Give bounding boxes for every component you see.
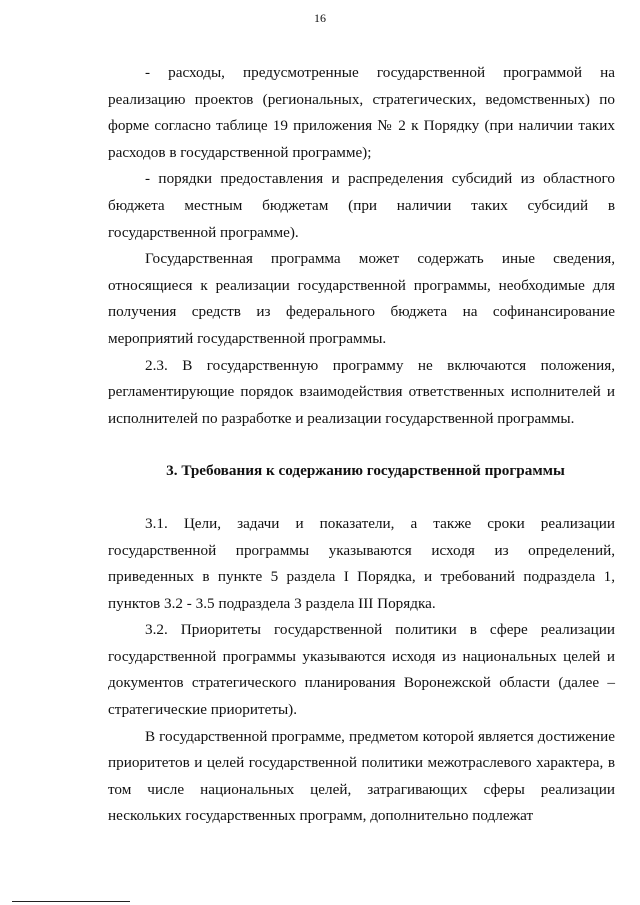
paragraph-intersectoral: В государственной программе, предметом которой является достижение приоритетов и целей государственной политики межотраслевого характера, в том числе национальных целей, затрагивающих сферы реализации нескольких государственных программ, дополнительно подлежат — [108, 727, 615, 825]
paragraph-other-info: Государственная программа может содержать иные сведения, относящиеся к реализации государственной программы, необходимые для получения средств из федерального бюджета на софинансирование мероприятий государственной программы. — [108, 250, 615, 347]
paragraph-2-3: 2.3. В государственную программу не включаются положения, регламентирующие порядок взаимодействия ответственных исполнителей и исполнителей по разработке и реализации государственной программы. — [108, 356, 615, 427]
paragraph-subsidies: - порядки предоставления и распределения субсидий из областного бюджета местным бюджетам (при наличии таких субсидий в государственной программе). — [108, 170, 615, 241]
footnote-divider — [12, 901, 130, 902]
paragraph-project-expenses: - расходы, предусмотренные государственной программой на реализацию проектов (региональных, стратегических, ведомственных) по форме согласно таблице 19 приложения № 2 к Порядку (при наличии таких расходов в государственной программе); — [108, 64, 615, 161]
paragraph-3-1: 3.1. Цели, задачи и показатели, а также сроки реализации государственной программы указываются исходя из определений, приведенных в пункте 5 раздела I Порядка, и требований подраздела 1, пунктов 3.2 - 3.5 подраздела 3 раздела III Порядка. — [108, 514, 615, 612]
document-body — [108, 60, 615, 830]
paragraph-3-2: 3.2. Приоритеты государственной политики в сфере реализации государственной программы указываются исходя из национальных целей и документов стратегического планирования Воронежской области (далее – стратегические приоритеты). — [108, 621, 615, 719]
page-number: 16 — [314, 11, 326, 25]
section-heading: 3. Требования к содержанию государственной программы — [166, 462, 565, 480]
